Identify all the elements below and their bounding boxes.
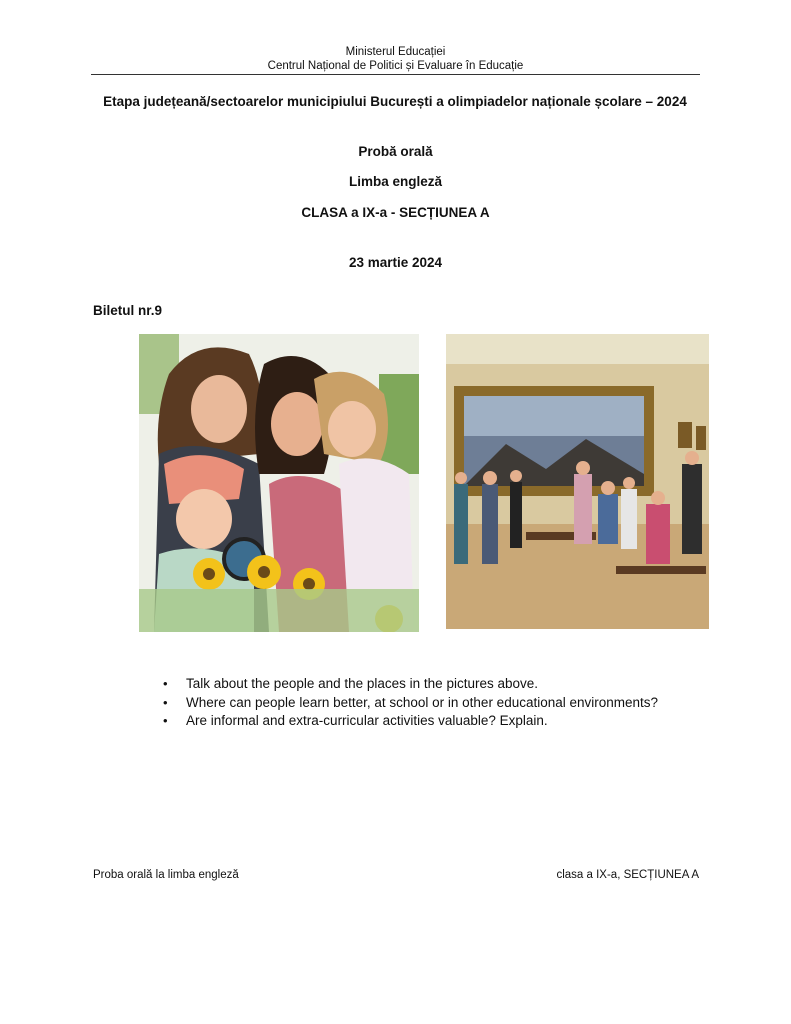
subject: Limba engleză — [348, 174, 443, 189]
question-list — [163, 675, 658, 731]
footer-right: clasa a IX-a, SECȚIUNEA A — [556, 869, 699, 881]
exam-type: Probă orală — [358, 144, 433, 159]
photo-family-outdoors — [139, 334, 419, 632]
question-item: • Where can people learn better, at school or in other educational environments? — [163, 694, 658, 713]
question-item: • Are informal and extra-curricular activities valuable? Explain. — [163, 712, 658, 731]
document-title: Etapa județeană/sectoarelor municipiului București a olimpiadelor naționale școlare – 2024 — [103, 94, 687, 109]
class-section: CLASA a IX-a - SECȚIUNEA A — [301, 205, 490, 220]
header-center: Centrul Național de Politici și Evaluare în Educație — [267, 60, 524, 72]
ticket-number: Biletul nr.9 — [93, 303, 163, 318]
exam-date: 23 martie 2024 — [348, 255, 443, 270]
footer-left: Proba orală la limba engleză — [93, 869, 239, 881]
photo-museum-visit — [446, 334, 709, 629]
question-item: • Talk about the people and the places in the pictures above. — [163, 675, 658, 694]
header-divider — [91, 74, 700, 75]
header-ministry: Ministerul Educației — [345, 46, 446, 58]
